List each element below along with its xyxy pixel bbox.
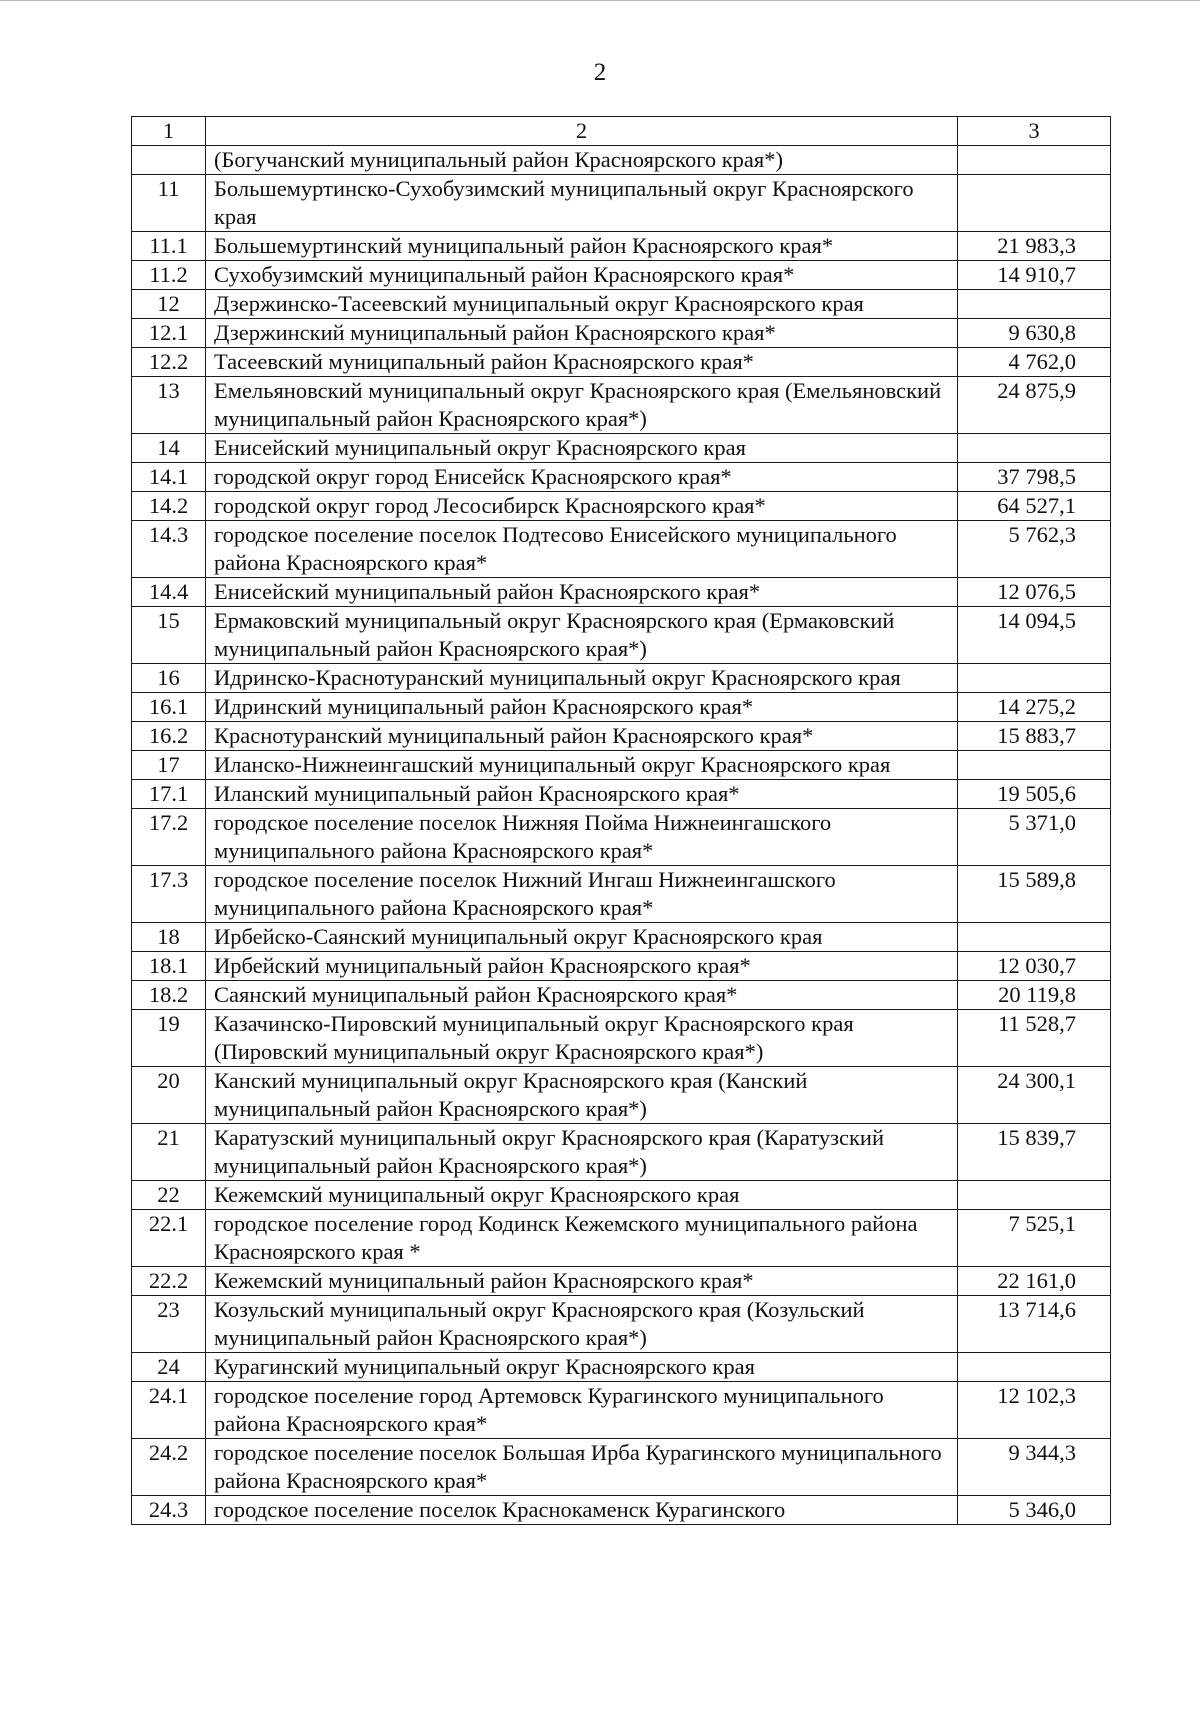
table-row <box>132 1124 1111 1181</box>
table-row <box>132 809 1111 866</box>
table-row <box>132 722 1111 751</box>
row-value-cell <box>958 664 1111 693</box>
row-value-cell: 20 119,8 <box>958 981 1111 1010</box>
row-number-cell: 16.2 <box>132 722 206 751</box>
row-number-cell: 15 <box>132 607 206 664</box>
row-number-cell: 11.2 <box>132 261 206 290</box>
row-value-cell: 12 102,3 <box>958 1382 1111 1439</box>
row-number-cell: 24 <box>132 1353 206 1382</box>
column-header-value: 3 <box>958 117 1111 146</box>
row-name-cell: (Богучанский муниципальный район Красноярского края*) <box>206 146 958 175</box>
row-number-cell: 17 <box>132 751 206 780</box>
row-value-cell: 64 527,1 <box>958 492 1111 521</box>
row-name-cell: Иланско-Нижнеингашский муниципальный округ Красноярского края <box>206 751 958 780</box>
row-name-cell: городской округ город Лесосибирск Красноярского края* <box>206 492 958 521</box>
row-name-cell: Казачинско-Пировский муниципальный округ Красноярского края (Пировский муниципальный округ Красноярского края*) <box>206 1010 958 1067</box>
row-name-cell: городское поселение поселок Подтесово Енисейского муниципального района Красноярского края* <box>206 521 958 578</box>
row-name-cell: Кежемский муниципальный район Красноярского края* <box>206 1267 958 1296</box>
table-row <box>132 463 1111 492</box>
row-value-cell: 22 161,0 <box>958 1267 1111 1296</box>
row-number-cell: 11.1 <box>132 232 206 261</box>
column-header-number: 1 <box>132 117 206 146</box>
row-value-cell: 13 714,6 <box>958 1296 1111 1353</box>
table-row <box>132 866 1111 923</box>
row-number-cell <box>132 146 206 175</box>
row-value-cell: 37 798,5 <box>958 463 1111 492</box>
row-name-cell: Енисейский муниципальный район Красноярского края* <box>206 578 958 607</box>
row-value-cell: 5 762,3 <box>958 521 1111 578</box>
row-number-cell: 18 <box>132 923 206 952</box>
table-row <box>132 1267 1111 1296</box>
table-row <box>132 434 1111 463</box>
row-number-cell: 14.4 <box>132 578 206 607</box>
row-value-cell: 15 883,7 <box>958 722 1111 751</box>
row-value-cell: 15 589,8 <box>958 866 1111 923</box>
row-value-cell: 11 528,7 <box>958 1010 1111 1067</box>
row-value-cell <box>958 1353 1111 1382</box>
row-number-cell: 14.2 <box>132 492 206 521</box>
row-number-cell: 23 <box>132 1296 206 1353</box>
table-row <box>132 1181 1111 1210</box>
table-row <box>132 952 1111 981</box>
row-name-cell: Саянский муниципальный район Красноярского края* <box>206 981 958 1010</box>
row-number-cell: 24.3 <box>132 1496 206 1525</box>
table-row <box>132 981 1111 1010</box>
row-name-cell: городское поселение поселок Большая Ирба Курагинского муниципального района Красноярского края* <box>206 1439 958 1496</box>
table-row <box>132 664 1111 693</box>
table-row <box>132 780 1111 809</box>
row-name-cell: Тасеевский муниципальный район Красноярского края* <box>206 348 958 377</box>
table-row <box>132 923 1111 952</box>
row-number-cell: 12.1 <box>132 319 206 348</box>
row-value-cell: 14 094,5 <box>958 607 1111 664</box>
table-row <box>132 578 1111 607</box>
row-name-cell: Курагинский муниципальный округ Красноярского края <box>206 1353 958 1382</box>
row-value-cell: 12 076,5 <box>958 578 1111 607</box>
row-name-cell: Козульский муниципальный округ Красноярского края (Козульский муниципальный район Красноярского края*) <box>206 1296 958 1353</box>
row-value-cell <box>958 1181 1111 1210</box>
row-value-cell: 21 983,3 <box>958 232 1111 261</box>
row-value-cell: 5 346,0 <box>958 1496 1111 1525</box>
table-row <box>132 1439 1111 1496</box>
row-name-cell: Идринский муниципальный район Красноярского края* <box>206 693 958 722</box>
row-number-cell: 12 <box>132 290 206 319</box>
row-value-cell: 14 910,7 <box>958 261 1111 290</box>
row-value-cell: 4 762,0 <box>958 348 1111 377</box>
table-body <box>132 146 1111 1525</box>
scan-edge-line <box>0 0 1200 1</box>
row-number-cell: 18.1 <box>132 952 206 981</box>
row-name-cell: Емельяновский муниципальный округ Красноярского края (Емельяновский муниципальный район Красноярского края*) <box>206 377 958 434</box>
row-name-cell: Краснотуранский муниципальный район Красноярского края* <box>206 722 958 751</box>
table-row <box>132 290 1111 319</box>
row-number-cell: 13 <box>132 377 206 434</box>
row-value-cell: 5 371,0 <box>958 809 1111 866</box>
row-value-cell <box>958 751 1111 780</box>
row-value-cell <box>958 146 1111 175</box>
row-name-cell: Кежемский муниципальный округ Красноярского края <box>206 1181 958 1210</box>
row-name-cell: городское поселение поселок Краснокаменск Курагинского <box>206 1496 958 1525</box>
table-row <box>132 1296 1111 1353</box>
table-row <box>132 1067 1111 1124</box>
row-value-cell <box>958 290 1111 319</box>
row-name-cell: городское поселение поселок Нижняя Пойма Нижнеингашского муниципального района Красноярского края* <box>206 809 958 866</box>
row-name-cell: Большемуртинско-Сухобузимский муниципальный округ Красноярского края <box>206 175 958 232</box>
row-value-cell: 19 505,6 <box>958 780 1111 809</box>
page-number: 2 <box>593 59 607 86</box>
table-header-row <box>132 117 1111 146</box>
row-number-cell: 22.2 <box>132 1267 206 1296</box>
row-number-cell: 17.3 <box>132 866 206 923</box>
table-row <box>132 319 1111 348</box>
row-name-cell: городское поселение поселок Нижний Ингаш Нижнеингашского муниципального района Красноярского края* <box>206 866 958 923</box>
row-number-cell: 11 <box>132 175 206 232</box>
row-value-cell: 9 630,8 <box>958 319 1111 348</box>
table-row <box>132 1210 1111 1267</box>
row-number-cell: 16.1 <box>132 693 206 722</box>
row-name-cell: Ермаковский муниципальный округ Красноярского края (Ермаковский муниципальный район Красноярского края*) <box>206 607 958 664</box>
row-name-cell: Каратузский муниципальный округ Красноярского края (Каратузский муниципальный район Красноярского края*) <box>206 1124 958 1181</box>
row-name-cell: Дзержинско-Тасеевский муниципальный округ Красноярского края <box>206 290 958 319</box>
table-row <box>132 751 1111 780</box>
row-name-cell: Ирбейский муниципальный район Красноярского края* <box>206 952 958 981</box>
row-number-cell: 24.2 <box>132 1439 206 1496</box>
row-value-cell: 24 300,1 <box>958 1067 1111 1124</box>
row-number-cell: 22 <box>132 1181 206 1210</box>
row-number-cell: 14 <box>132 434 206 463</box>
row-value-cell: 12 030,7 <box>958 952 1111 981</box>
table-row <box>132 492 1111 521</box>
table-row <box>132 1382 1111 1439</box>
table-row <box>132 146 1111 175</box>
row-number-cell: 16 <box>132 664 206 693</box>
row-number-cell: 14.3 <box>132 521 206 578</box>
table-row <box>132 1010 1111 1067</box>
row-name-cell: Большемуртинский муниципальный район Красноярского края* <box>206 232 958 261</box>
row-name-cell: Канский муниципальный округ Красноярского края (Канский муниципальный район Красноярского края*) <box>206 1067 958 1124</box>
row-value-cell: 24 875,9 <box>958 377 1111 434</box>
table-row <box>132 377 1111 434</box>
table-row <box>132 607 1111 664</box>
row-name-cell: городской округ город Енисейск Красноярского края* <box>206 463 958 492</box>
column-header-name: 2 <box>206 117 958 146</box>
row-number-cell: 21 <box>132 1124 206 1181</box>
row-name-cell: Идринско-Краснотуранский муниципальный округ Красноярского края <box>206 664 958 693</box>
row-number-cell: 17.1 <box>132 780 206 809</box>
row-name-cell: Ирбейско-Саянский муниципальный округ Красноярского края <box>206 923 958 952</box>
row-name-cell: Дзержинский муниципальный район Красноярского края* <box>206 319 958 348</box>
row-value-cell <box>958 923 1111 952</box>
row-value-cell <box>958 175 1111 232</box>
row-name-cell: Енисейский муниципальный округ Красноярского края <box>206 434 958 463</box>
row-value-cell: 9 344,3 <box>958 1439 1111 1496</box>
table-row <box>132 348 1111 377</box>
row-value-cell <box>958 434 1111 463</box>
row-name-cell: городское поселение город Кодинск Кежемского муниципального района Красноярского края * <box>206 1210 958 1267</box>
allocation-table <box>131 116 1111 1525</box>
table-row <box>132 693 1111 722</box>
table-row <box>132 261 1111 290</box>
row-value-cell: 14 275,2 <box>958 693 1111 722</box>
row-number-cell: 17.2 <box>132 809 206 866</box>
row-number-cell: 18.2 <box>132 981 206 1010</box>
row-number-cell: 19 <box>132 1010 206 1067</box>
row-number-cell: 12.2 <box>132 348 206 377</box>
row-number-cell: 20 <box>132 1067 206 1124</box>
row-number-cell: 14.1 <box>132 463 206 492</box>
table-row <box>132 521 1111 578</box>
row-value-cell: 7 525,1 <box>958 1210 1111 1267</box>
table-row <box>132 1353 1111 1382</box>
row-name-cell: городское поселение город Артемовск Курагинского муниципального района Красноярского края* <box>206 1382 958 1439</box>
table-row <box>132 1496 1111 1525</box>
row-number-cell: 22.1 <box>132 1210 206 1267</box>
table-row <box>132 175 1111 232</box>
row-name-cell: Иланский муниципальный район Красноярского края* <box>206 780 958 809</box>
table-row <box>132 232 1111 261</box>
row-value-cell: 15 839,7 <box>958 1124 1111 1181</box>
row-number-cell: 24.1 <box>132 1382 206 1439</box>
row-name-cell: Сухобузимский муниципальный район Красноярского края* <box>206 261 958 290</box>
